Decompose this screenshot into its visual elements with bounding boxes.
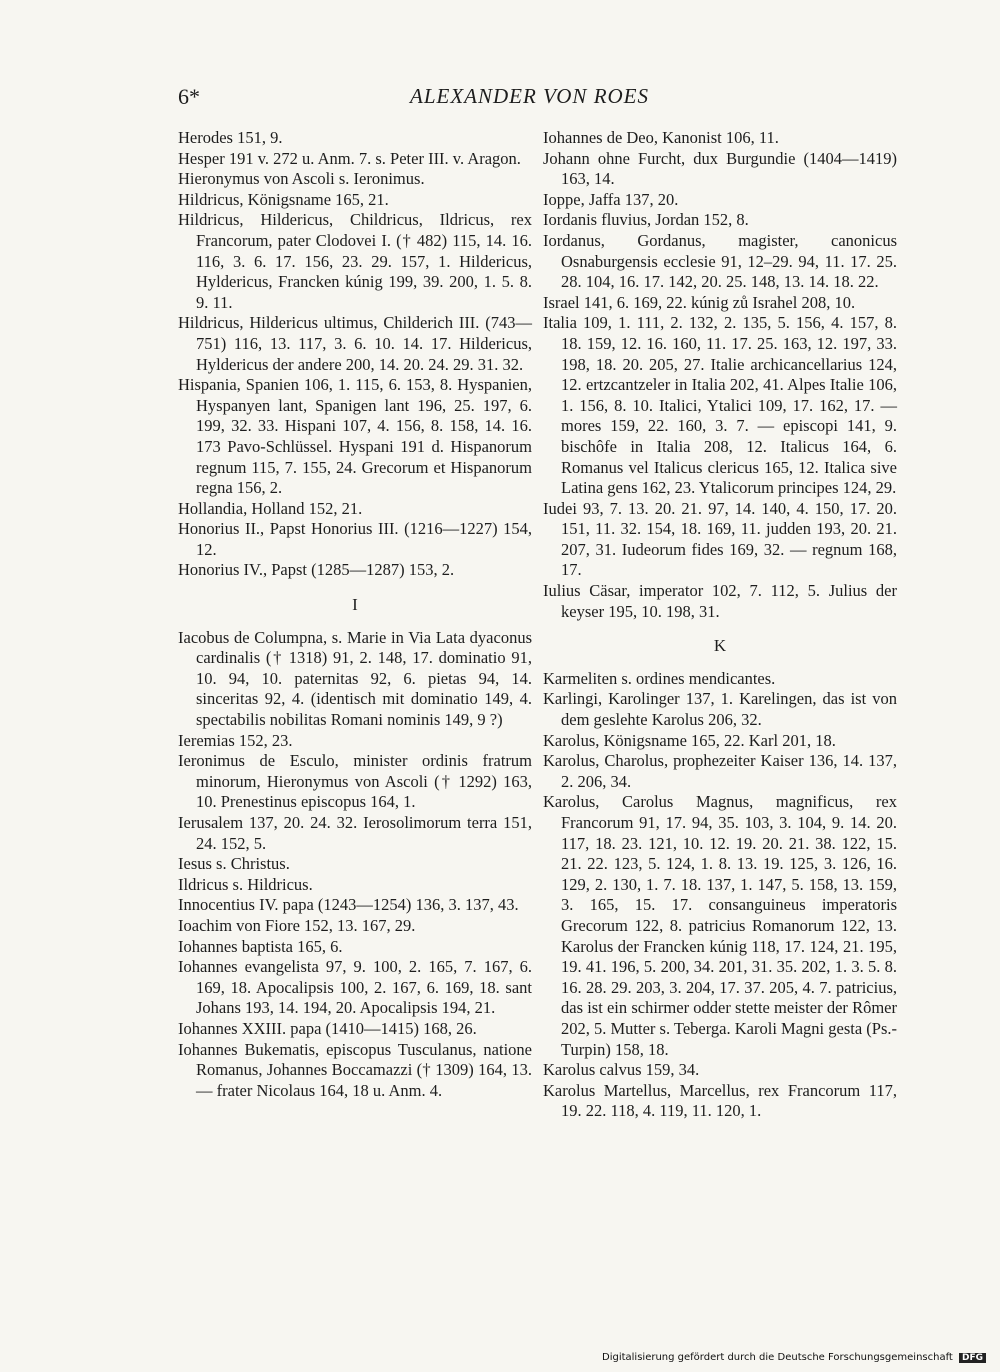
index-entry: Karmeliten s. ordines mendicantes. bbox=[543, 668, 776, 688]
index-entry: Iudei 93, 7. 13. 20. 21. 97, 14. 140, 4. 150, 17. 20. 151, 11. 32. 154, 18. 169, 11. judden 193, 20. 21. 207, 31. Iudeorum fides 169, 32. — regnum 168, 17. bbox=[543, 498, 897, 580]
index-entry: Iohannes de Deo, Kanonist 106, 11. bbox=[543, 128, 779, 147]
index-entry: Iacobus de Columpna, s. Marie in Via Lata dyaconus cardinalis († 1318) 91, 2. 148, 17. dominatio 91, 10. 94, 10. paternitas 92, 6. pietas 94, 14. sinceritas 92, 4. (identisch mit dominatio 149, 4. spectabilis nobilitas Romani nominis 149, 9 ?) bbox=[178, 627, 532, 730]
index-entry: Karolus Martellus, Marcellus, rex Francorum 117, 19. 22. 118, 4. 119, 11. 120, 1. bbox=[543, 1080, 897, 1121]
index-entry: Karolus, Carolus Magnus, magnificus, rex Francorum 91, 17. 94, 35. 103, 3. 104, 9. 14. 20. 117, 18. 23. 121, 10. 12. 19. 20. 21. 38. 122, 15. 21. 22. 123, 5. 124, 1. 8. 13. 19. 125, 3. 126, 16. 129, 2. 130, 1. 7. 18. 137, 1. 147, 5. 158, 13. 159, 3. 165, 15. 17. consanguineus imperatoris Grecorum 122, 8. patricius Romanorum 122, 13. Karolus der Francken kúnig 118, 17. 124, 21. 195, 19. 41. 196, 5. 200, 34. 201, 31. 35. 202, 1. 3. 5. 8. 16. 28. 29. 203, 3. 204, 17. 37. 205, 4. 7. patricius, das ist ein schirmer odder stette meister der Rômer 202, 5. Mutter s. Teberga. Karoli Magni gesta (Ps.-Turpin) 158, 18. bbox=[543, 792, 897, 1059]
index-entry: Karlingi, Karolinger 137, 1. Karelingen, das ist von dem geslehte Karolus 206, 32. bbox=[543, 689, 897, 730]
index-entry: Israel 141, 6. 169, 22. kúnig zů Israhel 208, 10. bbox=[543, 292, 856, 312]
footer bbox=[602, 1352, 986, 1363]
index-entry: Iordanis fluvius, Jordan 152, 8. bbox=[543, 210, 749, 230]
right-column bbox=[543, 128, 897, 1122]
index-entry: Karolus calvus 159, 34. bbox=[543, 1060, 700, 1080]
index-entry: Italia 109, 1. 111, 2. 132, 2. 135, 5. 156, 4. 157, 8. 18. 159, 12. 16. 160, 11. 17. 25. 163, 12. 197, 33. 198, 18. 20. 205, 27. Italie archicancellarius 124, 12. ertzcantzeler in Italia 202, 41. Alpes Italie 106, 1. 156, 8. 10. Italici, Ytalici 109, 17. 162, 17. — mores 159, 22. 160, 3. 7. — episcopi 141, 9. bischôfe in Italia 208, 12. Italicus 164, 6. Romanus vel Italicus clericus 165, 12. Italica sive Latina gens 162, 23. Ytalicorum principes 124, 29. bbox=[543, 313, 897, 498]
index-entry: Hollandia, Holland 152, 21. bbox=[178, 498, 363, 518]
left-column bbox=[178, 128, 532, 1101]
index-entry: Johann ohne Furcht, dux Burgundie (1404—1419) 163, 14. bbox=[543, 148, 897, 189]
section-letter: K bbox=[713, 636, 727, 656]
index-entry: Ioppe, Jaffa 137, 20. bbox=[543, 189, 679, 209]
footer-credit: Digitalisierung gefördert durch die Deutsche Forschungsgemeinschaft bbox=[602, 1352, 953, 1363]
index-entry: Iohannes evangelista 97, 9. 100, 2. 165, 7. 167, 6. 169, 18. Apocalipsis 100, 2. 167, 6. 169, 18. sant Johans 193, 14. 194, 20. Apocalipsis 194, 21. bbox=[178, 957, 532, 1018]
index-entry: Iohannes XXIII. papa (1410—1415) 168, 26. bbox=[178, 1018, 477, 1038]
page-number: 6* bbox=[178, 84, 200, 109]
index-entry: Honorius II., Papst Honorius III. (1216—1227) 154, 12. bbox=[178, 519, 532, 559]
index-entry: Hildricus, Hildericus, Childricus, Ildricus, rex Francorum, pater Clodovei I. († 482) 115, 14. 16. 116, 3. 6. 17. 156, 23. 29. 157, 1. Hildericus, Hyldericus, Francken kúnig 199, 39. 200, 1. 5. 8. 9. 11. bbox=[178, 210, 532, 312]
running-title: ALEXANDER VON ROES bbox=[410, 84, 650, 108]
index-entry: Hildricus, Hildericus ultimus, Childerich III. (743—751) 116, 13. 117, 3. 6. 10. 14. 17. Hildericus, Hyldericus der andere 200, 14. 20. 24. 29. 31. 32. bbox=[178, 313, 532, 374]
index-entry: Herodes 151, 9. bbox=[178, 128, 283, 147]
index-entry: Honorius IV., Papst (1285—1287) 153, 2. bbox=[178, 560, 455, 580]
index-entry: Ieremias 152, 23. bbox=[178, 730, 293, 750]
index-entry: Iohannes baptista 165, 6. bbox=[178, 936, 343, 956]
index-entry: Ieronimus de Esculo, minister ordinis fratrum minorum, Hieronymus von Ascoli († 1292) 163, 10. Prenestinus episcopus 164, 1. bbox=[178, 751, 532, 812]
index-entry: Karolus, Charolus, prophezeiter Kaiser 136, 14. 137, 2. 206, 34. bbox=[543, 751, 897, 791]
index-entry: Iesus s. Christus. bbox=[178, 854, 290, 874]
index-entry: Hesper 191 v. 272 u. Anm. 7. s. Peter III. v. Aragon. bbox=[178, 148, 521, 168]
index-entry: Iulius Cäsar, imperator 102, 7. 112, 5. Julius der keyser 195, 10. 198, 31. bbox=[543, 581, 897, 621]
dfg-logo: DFG bbox=[959, 1353, 986, 1363]
index-entry: Iohannes Bukematis, episcopus Tusculanus, natione Romanus, Johannes Boccamazzi († 1309) 164, 13. — frater Nicolaus 164, 18 u. Anm. 4. bbox=[178, 1039, 532, 1100]
index-entry: Karolus, Königsname 165, 22. Karl 201, 18. bbox=[543, 730, 836, 750]
index-entry: Ierusalem 137, 20. 24. 32. Ierosolimorum terra 151, 24. 152, 5. bbox=[178, 813, 532, 853]
index-entry: Hieronymus von Ascoli s. Ieronimus. bbox=[178, 169, 425, 189]
index-entry: Ioachim von Fiore 152, 13. 167, 29. bbox=[178, 915, 416, 935]
index-entry: Innocentius IV. papa (1243—1254) 136, 3. 137, 43. bbox=[178, 895, 519, 915]
index-entry: Hispania, Spanien 106, 1. 115, 6. 153, 8. Hyspanien, Hyspanyen lant, Spanigen lant 196, 25. 197, 6. 199, 32. 33. Hispani 107, 4. 156, 8. 158, 14. 16. 173 Pavo-Schlüssel. Hyspani 191 d. Hispanorum regnum 115, 7. 155, 24. Grecorum et Hispanorum regna 156, 2. bbox=[178, 375, 532, 498]
index-entry: Hildricus, Königsname 165, 21. bbox=[178, 189, 389, 209]
section-letter: I bbox=[352, 595, 358, 615]
index-entry: Iordanus, Gordanus, magister, canonicus Osnaburgensis ecclesie 91, 12–29. 94, 11. 17. 25. 28. 104, 16. 17. 142, 20. 25. 148, 13. 14. 18. 22. bbox=[543, 230, 897, 292]
index-entry: Ildricus s. Hildricus. bbox=[178, 874, 313, 894]
